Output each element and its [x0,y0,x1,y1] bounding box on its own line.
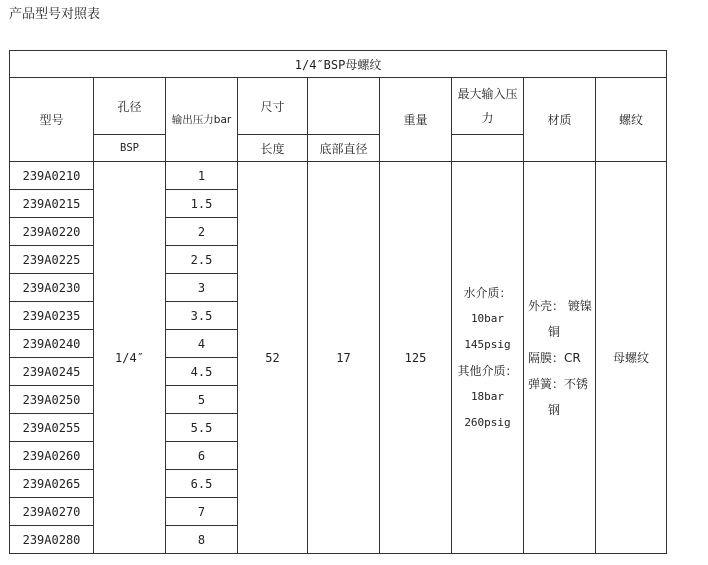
model-cell: 239A0280 [10,526,94,554]
table-title-row [10,51,667,78]
header-thread: 螺纹 [596,78,667,162]
material-line: 钢 [548,402,561,417]
pressure-cell: 1.5 [166,190,238,218]
max-input-pressure-line: 260psig [464,415,511,429]
material-line: 弹簧：不锈 [528,376,589,391]
pressure-cell: 3.5 [166,302,238,330]
pressure-cell: 5.5 [166,414,238,442]
pressure-cell: 8 [166,526,238,554]
header-weight: 重量 [380,78,452,162]
model-cell: 239A0265 [10,470,94,498]
material-line: 铜 [548,324,561,339]
page-title: 产品型号对照表 [9,7,101,22]
max-input-pressure-cell [452,162,524,554]
header-model: 型号 [10,78,94,162]
header-bore: 孔径 [94,78,166,135]
header-bore-unit: BSP [94,135,166,162]
model-cell: 239A0215 [10,190,94,218]
model-cell: 239A0260 [10,442,94,470]
header-row [10,78,667,135]
pressure-cell: 2 [166,218,238,246]
model-cell: 239A0245 [10,358,94,386]
header-material: 材质 [524,78,596,162]
header-max-input-pressure [452,78,524,135]
header-max-input-pressure-line1: 最大输入压 [457,87,518,101]
pressure-cell: 3 [166,274,238,302]
weight-cell: 125 [380,162,452,554]
model-cell: 239A0210 [10,162,94,190]
header-max-input-pressure-line2: 力 [481,111,494,125]
pressure-cell: 6 [166,442,238,470]
material-line: 隔膜：CR [528,350,581,365]
model-cell: 239A0240 [10,330,94,358]
base-diameter-cell: 17 [308,162,380,554]
header-size-blank [308,78,380,135]
max-input-pressure-line: 水介质： [463,285,512,300]
material-lines [524,293,595,423]
model-cell: 239A0250 [10,386,94,414]
model-cell: 239A0235 [10,302,94,330]
header-output-pressure: 输出压力bar [166,78,238,162]
pressure-cell: 1 [166,162,238,190]
thread-cell: 母螺纹 [596,162,667,554]
model-cell: 239A0225 [10,246,94,274]
model-cell: 239A0230 [10,274,94,302]
max-input-pressure-line: 18bar [470,389,505,403]
table-title: 1/4″BSP母螺纹 [10,51,667,78]
product-spec-table [9,50,667,554]
header-base-diameter: 底部直径 [308,135,380,162]
model-cell: 239A0220 [10,218,94,246]
length-cell: 52 [238,162,308,554]
material-line: 外壳： 镀镍 [528,298,592,313]
model-cell: 239A0255 [10,414,94,442]
table-row [10,162,667,190]
pressure-cell: 2.5 [166,246,238,274]
pressure-cell: 7 [166,498,238,526]
pressure-cell: 4.5 [166,358,238,386]
material-cell [524,162,596,554]
model-cell: 239A0270 [10,498,94,526]
pressure-cell: 5 [166,386,238,414]
max-input-pressure-line: 10bar [470,311,505,325]
pressure-cell: 6.5 [166,470,238,498]
max-input-pressure-line: 145psig [464,337,511,351]
pressure-cell: 4 [166,330,238,358]
max-input-pressure-line: 其他介质： [457,363,518,378]
max-input-pressure-lines [452,280,523,436]
header-size: 尺寸 [238,78,308,135]
bore-cell: 1/4″ [94,162,166,554]
header-length: 长度 [238,135,308,162]
